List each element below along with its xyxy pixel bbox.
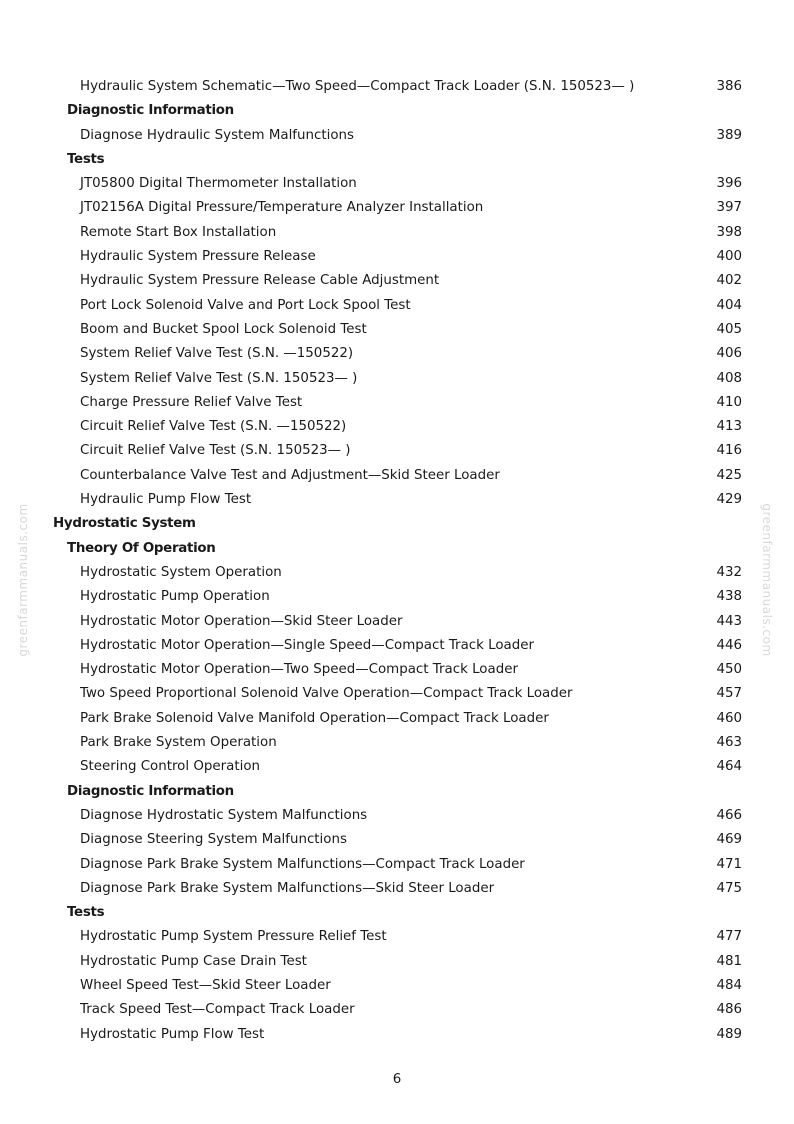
toc-entry-title: Hydraulic System Pressure Release [80, 249, 316, 265]
toc-entry-title: Diagnostic Information [67, 783, 234, 799]
toc-entry-page: 413 [716, 419, 742, 435]
toc-entry-title: Circuit Relief Valve Test (S.N. 150523— ) [80, 443, 351, 459]
toc-entry-page: 443 [716, 613, 742, 629]
toc-entry-page: 460 [716, 710, 742, 726]
toc-entry-page: 477 [716, 929, 742, 945]
toc-entry-page: 457 [716, 686, 742, 702]
toc-section-heading[interactable] [0, 780, 794, 804]
toc-entry[interactable] [0, 415, 794, 439]
toc-entry[interactable] [0, 804, 794, 828]
toc-entry-title: System Relief Valve Test (S.N. —150522) [80, 346, 354, 362]
toc-entry-page: 450 [716, 662, 742, 678]
toc-entry-title: Boom and Bucket Spool Lock Solenoid Test [80, 321, 367, 337]
toc-entry-page: 471 [716, 856, 742, 872]
toc-entry-title: Hydraulic System Schematic—Two Speed—Compact Track Loader (S.N. 150523— ) [80, 79, 635, 94]
toc-entry-page: 475 [716, 880, 742, 896]
toc-entry-title: Park Brake System Operation [80, 735, 277, 751]
toc-entry-page: 404 [716, 297, 742, 313]
toc-entry-page: 400 [716, 249, 742, 265]
toc-entry-page: 396 [716, 176, 742, 192]
toc-entry[interactable] [0, 998, 794, 1022]
toc-entry[interactable] [0, 853, 794, 877]
toc-entry-page: 406 [716, 346, 742, 362]
toc-entry-page: 463 [716, 735, 742, 751]
toc-entry-title: Charge Pressure Relief Valve Test [80, 394, 303, 410]
toc-entry-page: 446 [716, 637, 742, 653]
toc-entry[interactable] [0, 634, 794, 658]
toc-entry-page: 389 [716, 127, 742, 143]
toc-entry[interactable] [0, 172, 794, 196]
toc-entry-title: Wheel Speed Test—Skid Steer Loader [80, 977, 331, 993]
toc-entry[interactable] [0, 658, 794, 682]
toc-entry[interactable] [0, 755, 794, 779]
toc-entry[interactable] [0, 391, 794, 415]
toc-entry-title: Diagnose Park Brake System Malfunctions—Skid Steer Loader [80, 880, 495, 896]
toc-entry-title: Theory Of Operation [67, 540, 216, 556]
toc-entry-page: 429 [716, 492, 742, 508]
watermark-right: greenfarmmanuals.com [760, 503, 774, 657]
toc-entry-title: Port Lock Solenoid Valve and Port Lock Spool Test [80, 297, 411, 313]
toc-entry-title: Hydrostatic Pump Flow Test [80, 1026, 265, 1042]
toc-entry[interactable] [0, 75, 794, 99]
toc-entry[interactable] [0, 269, 794, 293]
toc-entry-title: Hydraulic System Pressure Release Cable Adjustment [80, 273, 440, 289]
toc-entry-page: 489 [716, 1026, 742, 1042]
toc-entry-title: Park Brake Solenoid Valve Manifold Operation—Compact Track Loader [80, 710, 549, 726]
toc-entry-page: 469 [716, 832, 742, 848]
toc-entry[interactable] [0, 925, 794, 949]
toc-entry-title: Hydrostatic Motor Operation—Two Speed—Compact Track Loader [80, 662, 518, 678]
toc-entry[interactable] [0, 124, 794, 148]
toc-entry-page: 410 [716, 394, 742, 410]
toc-entry-title: JT05800 Digital Thermometer Installation [80, 176, 357, 192]
toc-entry-page: 408 [716, 370, 742, 386]
table-of-contents [0, 75, 794, 1047]
toc-entry-title: Hydraulic Pump Flow Test [80, 492, 252, 508]
toc-entry[interactable] [0, 367, 794, 391]
toc-section-heading[interactable] [0, 901, 794, 925]
toc-entry-page: 466 [716, 807, 742, 823]
toc-entry-page: 464 [716, 759, 742, 775]
toc-section-heading[interactable] [0, 512, 794, 536]
toc-entry[interactable] [0, 245, 794, 269]
toc-entry-title: Diagnose Steering System Malfunctions [80, 832, 347, 848]
toc-entry[interactable] [0, 342, 794, 366]
toc-section-heading[interactable] [0, 99, 794, 123]
toc-entry-title: Circuit Relief Valve Test (S.N. —150522) [80, 419, 347, 435]
toc-entry-title: Tests [67, 151, 105, 167]
toc-entry-page: 402 [716, 273, 742, 289]
toc-entry-title: System Relief Valve Test (S.N. 150523— ) [80, 370, 358, 386]
toc-entry[interactable] [0, 294, 794, 318]
toc-entry-title: Diagnostic Information [67, 103, 234, 119]
toc-entry-page: 425 [716, 467, 742, 483]
toc-section-heading[interactable] [0, 537, 794, 561]
toc-entry[interactable] [0, 585, 794, 609]
toc-entry-title: Hydrostatic Motor Operation—Skid Steer Loader [80, 613, 403, 629]
toc-entry[interactable] [0, 974, 794, 998]
toc-entry[interactable] [0, 950, 794, 974]
toc-entry-title: Counterbalance Valve Test and Adjustment—Skid Steer Loader [80, 467, 500, 483]
toc-entry-title: Hydrostatic Pump Case Drain Test [80, 953, 307, 969]
toc-entry-title: JT02156A Digital Pressure/Temperature Analyzer Installation [80, 200, 484, 216]
toc-entry-page: 432 [716, 564, 742, 580]
watermark-left: greenfarmmanuals.com [16, 503, 30, 657]
toc-entry-title: Hydrostatic System [53, 516, 196, 532]
toc-entry-page: 405 [716, 321, 742, 337]
toc-entry-title: Two Speed Proportional Solenoid Valve Operation—Compact Track Loader [80, 686, 573, 702]
toc-entry-title: Steering Control Operation [80, 759, 260, 775]
toc-entry[interactable] [0, 877, 794, 901]
toc-entry-page: 397 [716, 200, 742, 216]
toc-entry[interactable] [0, 682, 794, 706]
page-number: 6 [392, 1072, 402, 1087]
toc-entry-page: 481 [716, 953, 742, 969]
toc-entry[interactable] [0, 561, 794, 585]
toc-entry-page: 438 [716, 589, 742, 605]
toc-entry-title: Remote Start Box Installation [80, 224, 277, 240]
toc-entry[interactable] [0, 221, 794, 245]
toc-entry-page: 398 [716, 224, 742, 240]
toc-entry[interactable] [0, 464, 794, 488]
toc-entry-title: Diagnose Hydrostatic System Malfunctions [80, 807, 368, 823]
toc-entry-title: Diagnose Park Brake System Malfunctions—Compact Track Loader [80, 856, 525, 872]
toc-entry-title: Hydrostatic Pump System Pressure Relief Test [80, 929, 387, 945]
toc-section-heading[interactable] [0, 148, 794, 172]
toc-entry-page: 416 [716, 443, 742, 459]
toc-entry[interactable] [0, 610, 794, 634]
toc-entry-title: Diagnose Hydraulic System Malfunctions [80, 127, 354, 143]
toc-entry[interactable] [0, 488, 794, 512]
toc-entry[interactable] [0, 828, 794, 852]
toc-entry-page: 484 [716, 977, 742, 993]
toc-entry-page: 386 [716, 79, 742, 94]
toc-entry-title: Hydrostatic Motor Operation—Single Speed—Compact Track Loader [80, 637, 535, 653]
toc-entry[interactable] [0, 1023, 794, 1047]
toc-entry-title: Tests [67, 905, 105, 921]
toc-entry[interactable] [0, 318, 794, 342]
toc-entry-title: Hydrostatic Pump Operation [80, 589, 270, 605]
toc-entry[interactable] [0, 196, 794, 220]
toc-entry[interactable] [0, 731, 794, 755]
toc-entry-page: 486 [716, 1002, 742, 1018]
toc-entry[interactable] [0, 439, 794, 463]
toc-entry-title: Track Speed Test—Compact Track Loader [80, 1002, 355, 1018]
toc-entry[interactable] [0, 707, 794, 731]
toc-entry-title: Hydrostatic System Operation [80, 564, 282, 580]
